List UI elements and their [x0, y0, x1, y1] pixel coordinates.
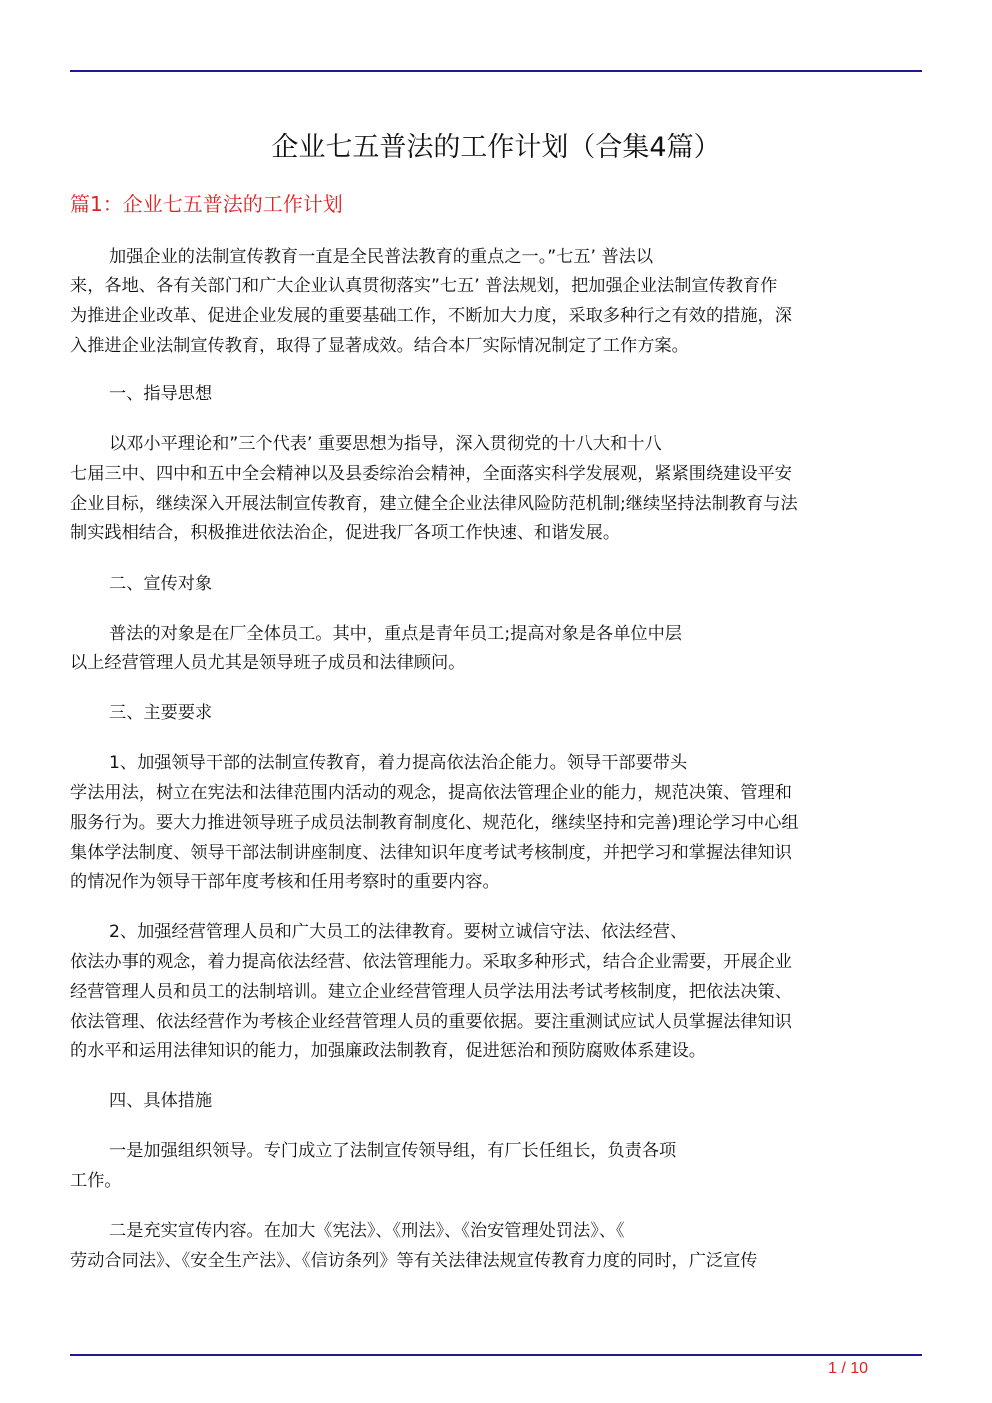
body-line: 加强企业的法制宣传教育一直是全民普法教育的重点之一。”七五’ 普法以: [109, 247, 654, 267]
body-line: 服务行为。要大力推进领导班子成员法制教育制度化、规范化，继续坚持和完善)理论学习中心组: [70, 813, 799, 833]
body-line: 七届三中、四中和五中全会精神以及县委综治会精神，全面落实科学发展观，紧紧围绕建设平安: [70, 464, 792, 484]
body-line: 劳动合同法》、《安全生产法》、《信访条列》等有关法律法规宣传教育力度的同时，广泛宣传: [70, 1251, 758, 1271]
body-line: 企业目标，继续深入开展法制宣传教育，建立健全企业法律风险防范机制;继续坚持法制教育与法: [70, 494, 798, 514]
body-line: 的水平和运用法律知识的能力，加强廉政法制教育，促进惩治和预防腐败体系建设。: [70, 1041, 706, 1061]
body-line: 1、加强领导干部的法制宣传教育，着力提高依法治企能力。领导干部要带头: [109, 753, 688, 773]
body-line: 来，各地、各有关部门和广大企业认真贯彻落实”七五’ 普法规划，把加强企业法制宣传教育作: [70, 276, 778, 296]
body-line: 普法的对象是在厂全体员工。其中，重点是青年员工;提高对象是各单位中层: [109, 624, 682, 644]
body-line: 二是充实宣传内容。在加大《宪法》、《刑法》、《治安管理处罚法》、《: [109, 1221, 625, 1241]
section-heading: 一、指导思想: [109, 384, 213, 404]
body-line: 经营管理人员和员工的法制培训。建立企业经营管理人员学法用法考试考核制度，把依法决策、: [70, 982, 792, 1002]
section-heading: 四、具体措施: [109, 1091, 213, 1111]
body-line: 集体学法制度、领导干部法制讲座制度、法律知识年度考试考核制度，并把学习和掌握法律知识: [70, 843, 792, 863]
page-number: 1 / 10: [828, 1360, 869, 1377]
section-title: 篇1：企业七五普法的工作计划: [70, 192, 343, 216]
header-rule: [70, 70, 922, 72]
body-line: 以上经营管理人员尤其是领导班子成员和法律顾问。: [70, 653, 466, 673]
document-title: 企业七五普法的工作计划（合集4篇）: [271, 132, 721, 163]
body-line: 2、加强经营管理人员和广大员工的法律教育。要树立诚信守法、依法经营、: [109, 922, 688, 942]
body-line: 一是加强组织领导。专门成立了法制宣传领导组，有厂长任组长，负责各项: [109, 1141, 677, 1161]
section-heading: 三、主要要求: [109, 703, 213, 723]
body-line: 依法管理、依法经营作为考核企业经营管理人员的重要依据。要注重测试应试人员掌握法律知识: [70, 1012, 792, 1032]
body-line: 工作。: [70, 1171, 122, 1191]
body-line: 学法用法，树立在宪法和法律范围内活动的观念，提高依法管理企业的能力，规范决策、管理和: [70, 783, 792, 803]
body-line: 的情况作为领导干部年度考核和任用考察时的重要内容。: [70, 872, 500, 892]
footer-rule: [70, 1354, 922, 1356]
section-heading: 二、宣传对象: [109, 574, 213, 594]
body-line: 入推进企业法制宣传教育，取得了显著成效。结合本厂实际情况制定了工作方案。: [70, 336, 689, 356]
body-line: 依法办事的观念，着力提高依法经营、依法管理能力。采取多种形式，结合企业需要，开展企业: [70, 952, 792, 972]
body-line: 以邓小平理论和”三个代表’ 重要思想为指导，深入贯彻党的十八大和十八: [109, 434, 662, 454]
body-line: 为推进企业改革、促进企业发展的重要基础工作，不断加大力度，采取多种行之有效的措施，深: [70, 306, 792, 326]
body-line: 制实践相结合，积极推进依法治企，促进我厂各项工作快速、和谐发展。: [70, 523, 621, 543]
